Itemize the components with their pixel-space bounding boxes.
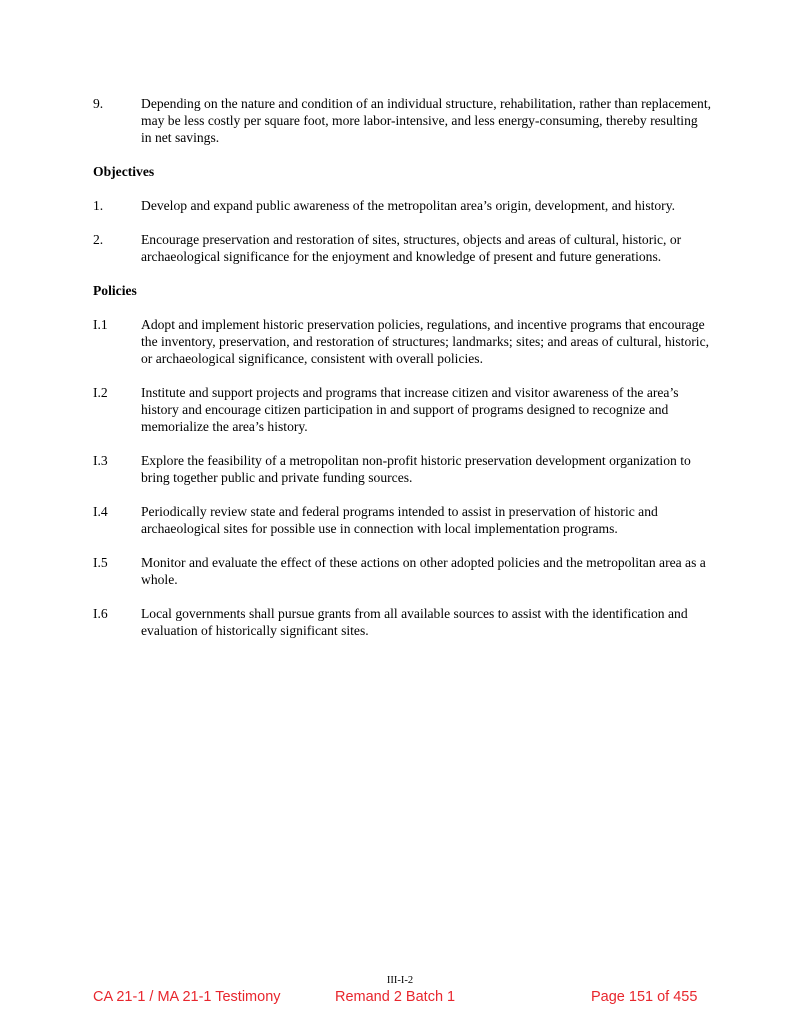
item-text: Periodically review state and federal programs intended to assist in preservation of historic and archaeological sites for possible use in connection with local implementation programs. [141, 504, 658, 536]
item-number: I.3 [93, 453, 108, 468]
item-number: I.6 [93, 606, 108, 621]
policy-item-5 [93, 554, 711, 588]
objectives-heading: Objectives [93, 164, 155, 179]
item-text: Adopt and implement historic preservation policies, regulations, and incentive programs that encourage the inventory, preservation, and restoration of structures; landmarks; sites; and areas of cultural, historic, or archaeological significance, consistent with overall policies. [141, 317, 709, 366]
policy-item-3 [93, 452, 711, 486]
objective-item-2 [93, 231, 711, 265]
item-number: I.5 [93, 555, 108, 570]
item-text: Encourage preservation and restoration of sites, structures, objects and areas of cultural, historic, or archaeological significance for the enjoyment and knowledge of present and future generations. [141, 232, 682, 264]
policy-item-1 [93, 316, 711, 367]
item-number: 9. [93, 96, 104, 111]
policy-item-6 [93, 605, 711, 639]
footer-page-count: Page 151 of 455 [591, 989, 698, 1005]
item-text: Develop and expand public awareness of the metropolitan area’s origin, development, and history. [141, 198, 676, 213]
item-number: I.2 [93, 385, 108, 400]
item-text: Depending on the nature and condition of an individual structure, rehabilitation, rather than replacement, may be less costly per square foot, more labor-intensive, and less energy-consuming, thereby resulting in net savings. [141, 96, 711, 145]
intro-list-item [93, 95, 711, 146]
policy-item-4 [93, 503, 711, 537]
item-number: I.1 [93, 317, 108, 332]
footer-testimony-label: CA 21-1 / MA 21-1 Testimony [93, 989, 281, 1005]
objective-item-1 [93, 197, 711, 214]
item-number: I.4 [93, 504, 108, 519]
policy-item-2 [93, 384, 711, 435]
document-body [93, 95, 711, 656]
item-text: Monitor and evaluate the effect of these actions on other adopted policies and the metropolitan area as a whole. [141, 555, 706, 587]
footer-batch-label: Remand 2 Batch 1 [335, 989, 456, 1005]
item-number: 2. [93, 232, 104, 247]
item-number: 1. [93, 198, 104, 213]
item-text: Institute and support projects and programs that increase citizen and visitor awareness of the area’s history and encourage citizen participation in and support of programs designed to recognize and memorialize the area’s history. [141, 385, 679, 434]
item-text: Local governments shall pursue grants from all available sources to assist with the identification and evaluation of historically significant sites. [141, 606, 688, 638]
policies-heading: Policies [93, 283, 137, 298]
item-text: Explore the feasibility of a metropolitan non-profit historic preservation development organization to bring together public and private funding sources. [141, 453, 691, 485]
page-number: III-I-2 [386, 975, 414, 986]
